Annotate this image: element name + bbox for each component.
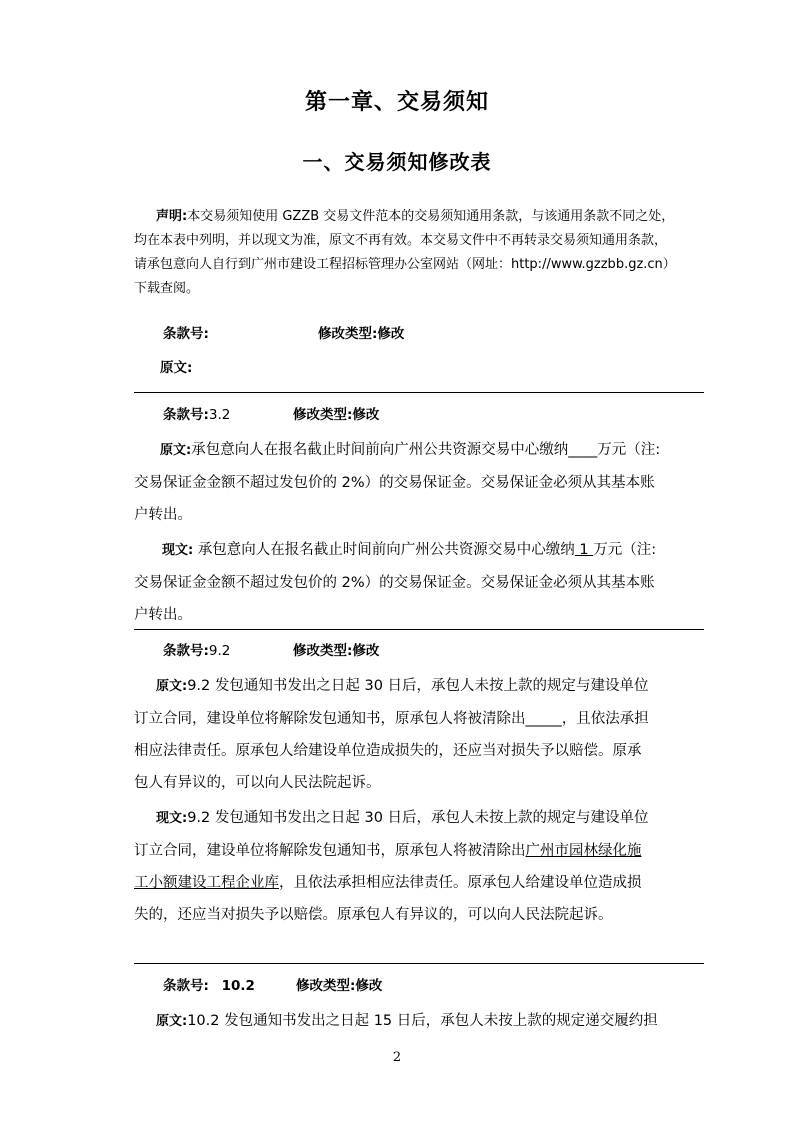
clause-10-2-number: 10.2 [221,978,255,994]
clause-9-2-current-line-4: 失的，还应当对损失予以赔偿。原承包人有异议的，可以向人民法院起诉。 [134,907,613,923]
statement-line-2: 均在本表中列明，并以现文为准，原文不再有效。本交易文件中不再转录交易须知通用条款， [134,233,668,248]
clause-9-2-current-line-1: 现文:9.2 发包通知书发出之日起 30 日后，承包人未按上款的规定与建设单位 [156,810,649,826]
clause-10-2-original-line-1: 原文:10.2 发包通知书发出之日起 15 日后，承包人未按上款的规定递交履约担 [156,1013,658,1029]
blank-clause-original-label: 原文: [160,360,193,376]
clause-9-2-current-line-2: 订立合同，建设单位将解除发包通知书，原承包人将被清除出广州市园林绿化施 [134,843,642,859]
clause-9-2-original [134,670,704,799]
statement-paragraph [134,205,714,301]
clause-3-2-current-label: 现文: [162,543,194,558]
clause-10-2-header: 条款号: 10.2 [163,978,255,994]
divider-2 [134,629,704,630]
clause-3-2-type: 修改类型:修改 [293,407,380,423]
page-subtitle: 一、交易须知修改表 [302,150,492,174]
clause-3-2-current-line-1: 现文: 承包意向人在报名截止时间前向广州公共资源交易中心缴纳 1 万元（注: [162,542,657,558]
clause-9-2-enterprise-pool-part-1: 广州市园林绿化施 [525,843,642,859]
clause-3-2-original-label: 原文: [160,443,192,458]
clause-9-2-current [134,802,704,931]
clause-9-2-number: 9.2 [208,643,231,659]
clause-9-2-current-line-3: 工小额建设工程企业库，且依法承担相应法律责任。原承包人给建设单位造成损 [134,875,642,891]
clause-3-2-current-line-2: 交易保证金金额不超过发包价的 2%）的交易保证金。交易保证金必须从其基本账 [134,575,655,591]
clause-3-2-current [134,534,704,631]
clause-3-2-original-line-2: 交易保证金金额不超过发包价的 2%）的交易保证金。交易保证金必须从其基本账 [134,475,655,491]
clause-10-2-original-label: 原文: [156,1014,188,1029]
clause-9-2-original-label: 原文: [156,679,188,694]
clause-9-2-original-line-3: 相应法律责任。原承包人给建设单位造成损失的，还应当对损失予以赔偿。原承 [134,743,642,759]
clause-3-2-original-line-1: 原文:承包意向人在报名截止时间前向广州公共资源交易中心缴纳____万元（注: [160,442,661,458]
statement-line-1: 声明:本交易须知使用 GZZB 交易文件范本的交易须知通用条款，与该通用条款不同之处， [156,209,675,224]
clause-3-2-original-line-3: 户转出。 [134,507,192,523]
blank-clause-type: 修改类型:修改 [318,326,405,342]
clause-9-2-original-line-2: 订立合同，建设单位将解除发包通知书，原承包人将被清除出_____，且依法承担 [134,711,649,727]
clause-9-2-current-label: 现文: [156,811,188,826]
clause-3-2-original [134,434,704,531]
clause-9-2-original-line-1: 原文:9.2 发包通知书发出之日起 30 日后，承包人未按上款的规定与建设单位 [156,678,649,694]
clause-10-2-original [134,1005,704,1038]
clause-3-2-number: 3.2 [208,407,231,423]
divider-3 [134,963,704,964]
statement-line-3: 请承包意向人自行到广州市建设工程招标管理办公室网站（网址：http://www.gzzbb.gz.cn） [134,257,676,272]
divider-1 [134,392,704,393]
blank-clause-number-label: 条款号: [163,326,209,342]
clause-3-2-header: 条款号:3.2 [163,407,231,423]
statement-line-4: 下载查阅。 [134,281,200,296]
clause-3-2-current-line-3: 户转出。 [134,607,192,623]
page-title: 第一章、交易须知 [304,89,489,115]
clause-9-2-type: 修改类型:修改 [293,643,380,659]
clause-10-2-type: 修改类型:修改 [296,978,383,994]
clause-9-2-header: 条款号:9.2 [163,643,231,659]
clause-9-2-enterprise-pool-part-2: 工小额建设工程企业库 [134,875,279,891]
clause-9-2-original-line-4: 包人有异议的，可以向人民法院起诉。 [134,775,381,791]
statement-label: 声明: [156,209,188,224]
clause-3-2-deposit-amount: 1 [574,542,594,558]
page-number: 2 [392,1050,402,1065]
